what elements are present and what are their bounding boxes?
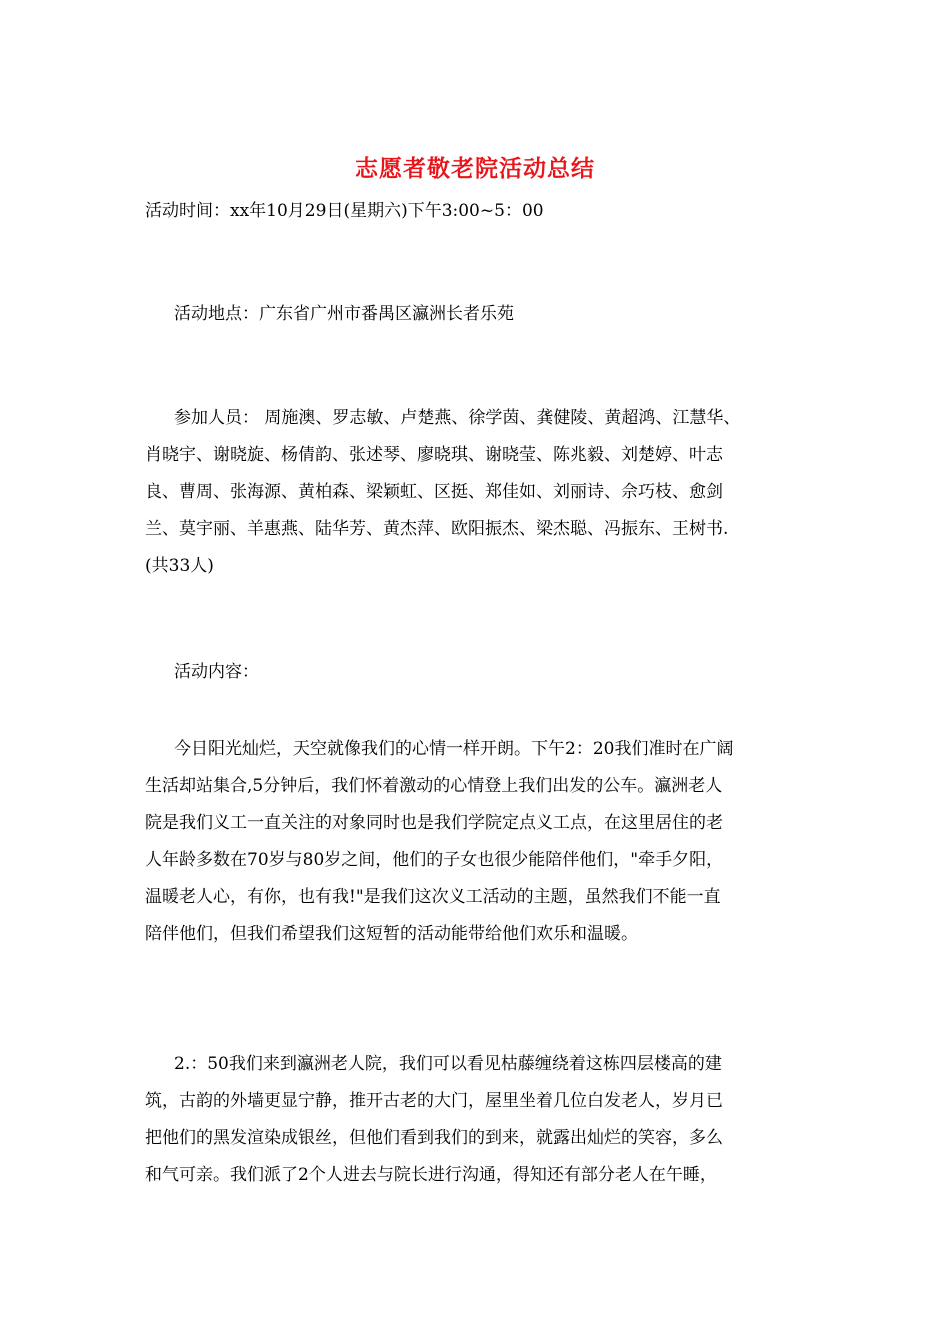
- participants-line: 兰、莫宇丽、羊惠燕、陆华芳、黄杰萍、欧阳振杰、梁杰聪、冯振东、王树书.: [145, 519, 729, 539]
- participants-line: 肖晓宇、谢晓旋、杨倩韵、张述琴、廖晓琪、谢晓莹、陈兆毅、刘楚婷、叶志: [145, 445, 723, 465]
- paragraph-line: 陪伴他们，但我们希望我们这短暂的活动能带给他们欢乐和温暖。: [145, 924, 638, 944]
- paragraph-line: 2.：50我们来到瀛洲老人院，我们可以看见枯藤缠绕着这栋四层楼高的建: [174, 1054, 722, 1074]
- paragraph-line: 今日阳光灿烂，天空就像我们的心情一样开朗。下午2：20我们准时在广阔: [174, 739, 734, 759]
- activity-place: 活动地点：广东省广州市番禺区瀛洲长者乐苑: [174, 304, 514, 324]
- paragraph-line: 筑，古韵的外墙更显宁静，推开古老的大门，屋里坐着几位白发老人，岁月已: [145, 1091, 723, 1111]
- document-title: 志愿者敬老院活动总结: [355, 155, 595, 182]
- paragraph-line: 和气可亲。我们派了2个人进去与院长进行沟通，得知还有部分老人在午睡，: [145, 1165, 717, 1185]
- participants-line: (共33人): [145, 556, 214, 576]
- paragraph-line: 院是我们义工一直关注的对象同时也是我们学院定点义工点，在这里居住的老: [145, 813, 723, 833]
- activity-time: 活动时间：xx年10月29日(星期六)下午3:00~5：00: [145, 201, 544, 221]
- participants-line: 良、曹周、张海源、黄柏森、梁颖虹、区挺、郑佳如、刘丽诗、佘巧枝、愈剑: [145, 482, 723, 502]
- participants-paragraph: [145, 400, 815, 585]
- paragraph-line: 把他们的黑发渲染成银丝，但他们看到我们的到来，就露出灿烂的笑容，多么: [145, 1128, 723, 1148]
- participants-line: 参加人员： 周施澳、罗志敏、卢楚燕、徐学茵、龚健陵、黄超鸿、江慧华、: [174, 408, 741, 428]
- paragraph-line: 人年龄多数在70岁与80岁之间，他们的子女也很少能陪伴他们，"牵手夕阳，: [145, 850, 724, 870]
- body-paragraph-1: [145, 731, 815, 953]
- body-paragraph-2: [145, 1046, 815, 1194]
- activity-content-label: 活动内容：: [174, 662, 259, 682]
- paragraph-line: 温暖老人心，有你，也有我!"是我们这次义工活动的主题，虽然我们不能一直: [145, 887, 721, 907]
- paragraph-line: 生活却站集合,5分钟后，我们怀着激动的心情登上我们出发的公车。瀛洲老人: [145, 776, 723, 796]
